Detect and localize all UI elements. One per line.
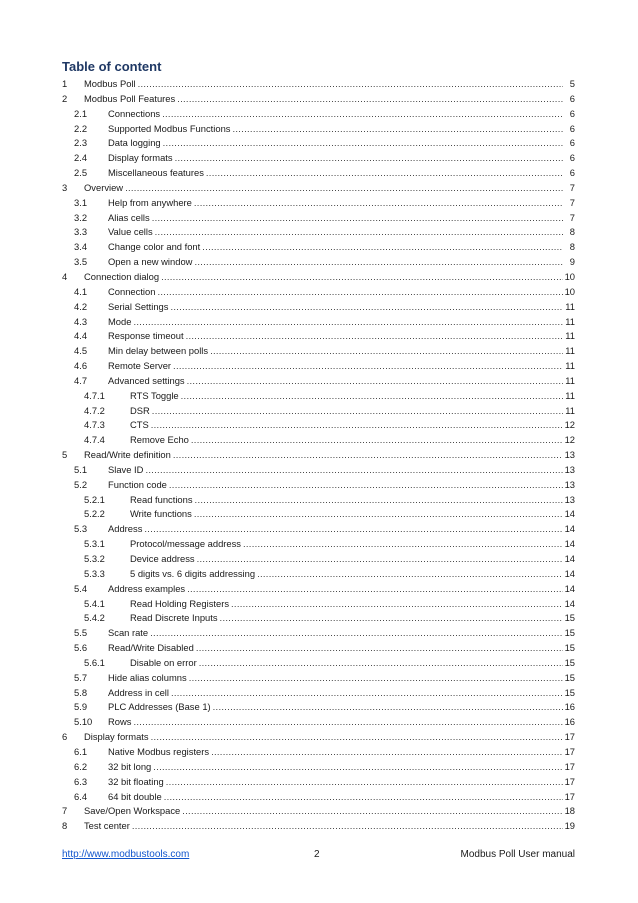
toc-dot-leader — [186, 329, 563, 344]
toc-entry-title: Open a new window — [108, 256, 193, 268]
toc-entry[interactable] — [62, 537, 575, 552]
toc-entry-number: 5.6.1 — [84, 656, 105, 668]
toc-entry-title: Disable on error — [130, 656, 197, 668]
toc-entry-title: Device address — [130, 553, 195, 564]
toc-dot-leader — [191, 433, 563, 448]
toc-dot-leader — [173, 359, 563, 374]
toc-entry-title: Read Holding Registers — [130, 597, 230, 609]
toc-dot-leader — [182, 804, 562, 819]
toc-entry-page: 7 — [569, 196, 575, 208]
toc-dot-leader — [171, 686, 563, 701]
toc-dot-leader — [161, 270, 563, 285]
toc-entry[interactable] — [62, 225, 575, 240]
toc-entry-title: Connections — [108, 107, 161, 119]
toc-entry-number: 3.1 — [74, 196, 88, 208]
toc-entry-title: Native Modbus registers — [108, 745, 210, 757]
toc-entry-page: 6 — [569, 92, 575, 104]
toc-dot-leader — [194, 196, 563, 211]
toc-entry[interactable] — [62, 344, 575, 359]
toc-dot-leader — [170, 300, 563, 315]
toc-dot-leader — [194, 255, 563, 270]
toc-entry-title: Hide alias columns — [108, 671, 187, 683]
toc-dot-leader — [152, 404, 563, 419]
toc-entry-title: Read functions — [130, 493, 193, 505]
toc-dot-leader — [211, 745, 562, 760]
toc-dot-leader — [133, 315, 563, 330]
toc-entry[interactable] — [62, 775, 575, 790]
toc-dot-leader — [166, 775, 563, 790]
toc-entry[interactable] — [62, 641, 575, 656]
toc-entry-page: 13 — [564, 449, 575, 461]
toc-entry[interactable] — [62, 418, 575, 433]
toc-entry[interactable] — [62, 240, 575, 255]
toc-entry[interactable] — [62, 448, 575, 463]
toc-entry[interactable] — [62, 597, 575, 612]
toc-dot-leader — [181, 389, 563, 404]
toc-entry-number: 2.3 — [74, 137, 88, 149]
toc-entry-page: 11 — [565, 404, 575, 416]
toc-entry[interactable] — [62, 700, 575, 715]
toc-entry[interactable] — [62, 804, 575, 819]
toc-entry-title: Modbus Poll Features — [84, 92, 176, 104]
toc-entry[interactable] — [62, 433, 575, 448]
toc-entry-page: 17 — [564, 775, 575, 787]
toc-entry-title: Connection dialog — [84, 270, 160, 282]
toc-entry-page: 15 — [564, 627, 575, 639]
toc-entry[interactable] — [62, 730, 575, 745]
toc-entry[interactable] — [62, 359, 575, 374]
toc-entry-number: 3.2 — [74, 211, 88, 223]
toc-entry-number: 5.3.1 — [84, 538, 105, 550]
toc-entry-title: Miscellaneous features — [108, 167, 204, 179]
toc-entry-title: CTS — [130, 419, 149, 431]
toc-entry[interactable] — [62, 329, 575, 344]
toc-entry-title: 32 bit floating — [108, 775, 164, 787]
toc-entry[interactable] — [62, 552, 575, 567]
toc-entry-title: Response timeout — [108, 330, 184, 342]
toc-entry[interactable] — [62, 656, 575, 671]
toc-entry[interactable] — [62, 255, 575, 270]
toc-entry[interactable] — [62, 107, 575, 122]
page-footer — [62, 849, 575, 860]
toc-entry-title: Alias cells — [108, 211, 150, 223]
toc-entry-page: 10 — [564, 270, 575, 282]
toc-entry-number: 2.1 — [74, 107, 88, 119]
toc-dot-leader — [145, 463, 562, 478]
toc-dot-leader — [202, 240, 563, 255]
toc-entry-title: Read/Write Disabled — [108, 642, 194, 654]
toc-entry[interactable] — [62, 760, 575, 775]
toc-entry-title: Protocol/message address — [130, 538, 241, 550]
toc-entry-number: 5.4 — [74, 582, 88, 594]
toc-entry-number: 4.6 — [74, 360, 88, 372]
toc-entry-title: Display formats — [108, 152, 173, 164]
toc-dot-leader — [231, 597, 563, 612]
toc-entry-number: 5.2.2 — [84, 508, 105, 520]
toc-entry[interactable] — [62, 136, 575, 151]
toc-dot-leader — [197, 552, 563, 567]
toc-entry-title: Read/Write definition — [84, 449, 171, 461]
toc-entry-page: 11 — [565, 389, 575, 401]
toc-entry-page: 11 — [565, 315, 575, 327]
toc-entry-page: 14 — [564, 582, 575, 594]
toc-entry-number: 7 — [62, 805, 68, 817]
toc-dot-leader — [151, 730, 563, 745]
toc-entry[interactable] — [62, 166, 575, 181]
toc-dot-leader — [232, 122, 563, 137]
toc-dot-leader — [199, 656, 563, 671]
toc-dot-leader — [133, 715, 562, 730]
toc-entry-page: 6 — [569, 122, 575, 134]
toc-entry-number: 5.4.1 — [84, 597, 105, 609]
toc-entry-title: Test center — [84, 820, 130, 832]
toc-entry-title: Function code — [108, 478, 167, 490]
toc-entry-title: Slave ID — [108, 463, 144, 475]
toc-entry-number: 6.4 — [74, 790, 88, 802]
toc-entry[interactable] — [62, 745, 575, 760]
toc-entry-title: Address — [108, 523, 143, 535]
toc-entry[interactable] — [62, 671, 575, 686]
toc-entry-page: 16 — [564, 716, 575, 728]
toc-entry-page: 11 — [565, 300, 575, 312]
toc-entry-page: 15 — [564, 656, 575, 668]
toc-entry[interactable] — [62, 819, 575, 834]
toc-entry[interactable] — [62, 211, 575, 226]
toc-dot-leader — [189, 671, 563, 686]
toc-entry-number: 5.1 — [74, 463, 88, 475]
toc-entry-number: 5.3 — [74, 523, 88, 535]
toc-dot-leader — [152, 211, 563, 226]
toc-dot-leader — [144, 522, 562, 537]
toc-entry-number: 8 — [62, 820, 68, 832]
toc-entry-number: 5.7 — [74, 671, 88, 683]
toc-entry-page: 16 — [564, 701, 575, 713]
toc-entry-page: 13 — [564, 478, 575, 490]
toc-entry-number: 6 — [62, 731, 68, 743]
toc-entry-number: 4.7 — [74, 374, 88, 386]
website-link[interactable]: http://www.modbustools.com — [62, 849, 190, 860]
toc-entry-title: Save/Open Workspace — [84, 805, 181, 817]
toc-dot-leader — [210, 344, 563, 359]
toc-entry-title: Serial Settings — [108, 300, 169, 312]
toc-entry-number: 3.3 — [74, 226, 88, 238]
toc-entry[interactable] — [62, 270, 575, 285]
toc-entry-number: 4.7.3 — [84, 419, 105, 431]
toc-entry-page: 11 — [565, 374, 575, 386]
toc-dot-leader — [125, 181, 563, 196]
toc-entry-number: 1 — [62, 78, 68, 89]
toc-entry-number: 6.2 — [74, 760, 88, 772]
toc-dot-leader — [196, 641, 563, 656]
toc-entry-title: Scan rate — [108, 627, 149, 639]
toc-entry-number: 4.1 — [74, 285, 88, 297]
toc-entry-page: 7 — [569, 181, 575, 193]
toc-entry[interactable] — [62, 478, 575, 493]
toc-entry[interactable] — [62, 92, 575, 107]
toc-entry-page: 5 — [569, 78, 575, 89]
toc-entry-page: 14 — [564, 523, 575, 535]
toc-entry-page: 15 — [564, 671, 575, 683]
toc-entry-title: Help from anywhere — [108, 196, 192, 208]
toc-entry-title: 64 bit double — [108, 790, 162, 802]
toc-entry-number: 5.2.1 — [84, 493, 105, 505]
toc-entry[interactable] — [62, 582, 575, 597]
table-of-contents — [62, 77, 575, 834]
toc-entry-page: 14 — [564, 567, 575, 579]
toc-entry-number: 5.2 — [74, 478, 88, 490]
toc-entry-page: 18 — [564, 805, 575, 817]
toc-entry-number: 4.7.2 — [84, 404, 105, 416]
toc-entry-number: 3.4 — [74, 241, 88, 253]
toc-entry-page: 19 — [564, 820, 575, 832]
toc-entry-number: 5.5 — [74, 627, 88, 639]
toc-entry-number: 4.4 — [74, 330, 88, 342]
toc-entry-page: 15 — [564, 686, 575, 698]
toc-entry-page: 14 — [564, 597, 575, 609]
page-number: 2 — [314, 849, 320, 860]
toc-entry[interactable] — [62, 626, 575, 641]
toc-entry-page: 6 — [569, 137, 575, 149]
toc-entry-page: 11 — [565, 345, 575, 357]
toc-entry[interactable] — [62, 389, 575, 404]
manual-title: Modbus Poll User manual — [460, 849, 575, 860]
toc-entry-number: 2 — [62, 92, 68, 104]
toc-dot-leader — [213, 700, 563, 715]
toc-entry-number: 3 — [62, 181, 68, 193]
toc-entry[interactable] — [62, 151, 575, 166]
toc-entry-page: 11 — [565, 360, 575, 372]
toc-entry-page: 15 — [564, 612, 575, 624]
toc-entry-number: 3.5 — [74, 256, 88, 268]
toc-entry-title: Data logging — [108, 137, 161, 149]
toc-entry-title: Value cells — [108, 226, 153, 238]
toc-dot-leader — [150, 626, 562, 641]
toc-dot-leader — [132, 819, 563, 834]
toc-entry-title: Address examples — [108, 582, 186, 594]
toc-dot-leader — [151, 418, 563, 433]
toc-dot-leader — [177, 92, 563, 107]
toc-entry-page: 12 — [564, 434, 575, 446]
toc-entry[interactable] — [62, 686, 575, 701]
toc-dot-leader — [169, 478, 563, 493]
toc-entry-title: Write functions — [130, 508, 192, 520]
toc-dot-leader — [187, 582, 562, 597]
toc-entry[interactable] — [62, 567, 575, 582]
toc-entry-page: 17 — [564, 731, 575, 743]
toc-entry-number: 5.3.3 — [84, 567, 105, 579]
toc-dot-leader — [157, 285, 562, 300]
toc-entry-title: Remote Server — [108, 360, 172, 372]
toc-entry[interactable] — [62, 196, 575, 211]
toc-dot-leader — [206, 166, 563, 181]
toc-entry-title: Mode — [108, 315, 132, 327]
toc-entry[interactable] — [62, 300, 575, 315]
toc-entry[interactable] — [62, 463, 575, 478]
toc-entry-page: 6 — [569, 167, 575, 179]
toc-entry-title: Remove Echo — [130, 434, 189, 446]
toc-entry[interactable] — [62, 181, 575, 196]
toc-entry-page: 14 — [564, 553, 575, 564]
toc-entry-title: Supported Modbus Functions — [108, 122, 231, 134]
toc-entry[interactable] — [62, 77, 575, 92]
toc-entry-title: 5 digits vs. 6 digits addressing — [130, 567, 256, 579]
toc-entry[interactable] — [62, 122, 575, 137]
toc-entry-title: Overview — [84, 181, 124, 193]
toc-entry-title: Display formats — [84, 731, 149, 743]
toc-dot-leader — [173, 448, 563, 463]
toc-dot-leader — [187, 374, 563, 389]
toc-entry-number: 5.3.2 — [84, 553, 105, 564]
toc-entry-number: 4.3 — [74, 315, 88, 327]
toc-entry-number: 4 — [62, 270, 68, 282]
toc-entry-number: 5.4.2 — [84, 612, 105, 624]
toc-entry-page: 14 — [564, 538, 575, 550]
toc-entry-number: 4.7.4 — [84, 434, 105, 446]
toc-entry[interactable] — [62, 522, 575, 537]
toc-entry-number: 2.4 — [74, 152, 88, 164]
toc-entry-number: 6.3 — [74, 775, 88, 787]
toc-entry-title: Min delay between polls — [108, 345, 209, 357]
toc-dot-leader — [257, 567, 562, 582]
toc-dot-leader — [138, 77, 563, 92]
toc-entry-title: 32 bit long — [108, 760, 152, 772]
toc-entry-number: 4.7.1 — [84, 389, 105, 401]
toc-entry-number: 5.10 — [74, 716, 93, 728]
toc-entry-page: 15 — [564, 642, 575, 654]
toc-entry[interactable] — [62, 790, 575, 805]
toc-dot-leader — [194, 507, 563, 522]
toc-entry-page: 14 — [564, 508, 575, 520]
toc-entry-title: RTS Toggle — [130, 389, 179, 401]
toc-entry-page: 6 — [569, 152, 575, 164]
toc-dot-leader — [164, 790, 563, 805]
toc-entry-page: 13 — [564, 493, 575, 505]
toc-dot-leader — [195, 493, 563, 508]
toc-entry-number: 5 — [62, 449, 68, 461]
toc-entry[interactable] — [62, 315, 575, 330]
toc-entry-title: Change color and font — [108, 241, 201, 253]
toc-entry-title: Modbus Poll — [84, 78, 136, 89]
toc-entry-page: 12 — [564, 419, 575, 431]
toc-entry-number: 5.9 — [74, 701, 88, 713]
toc-entry-page: 17 — [564, 760, 575, 772]
toc-entry-number: 2.2 — [74, 122, 88, 134]
toc-entry-title: Rows — [108, 716, 132, 728]
toc-dot-leader — [153, 760, 562, 775]
toc-entry-number: 5.8 — [74, 686, 88, 698]
toc-entry[interactable] — [62, 374, 575, 389]
toc-entry-page: 10 — [564, 285, 575, 297]
toc-title: Table of content — [62, 59, 162, 74]
toc-entry[interactable] — [62, 611, 575, 626]
toc-entry-number: 6.1 — [74, 745, 88, 757]
toc-entry-page: 8 — [569, 226, 575, 238]
toc-entry[interactable] — [62, 404, 575, 419]
toc-entry[interactable] — [62, 715, 575, 730]
toc-entry-number: 4.2 — [74, 300, 88, 312]
toc-entry-page: 9 — [569, 256, 575, 268]
toc-entry-page: 7 — [569, 211, 575, 223]
toc-entry-page: 17 — [564, 745, 575, 757]
toc-entry-page: 8 — [569, 241, 575, 253]
toc-entry-title: Advanced settings — [108, 374, 185, 386]
toc-entry-number: 2.5 — [74, 167, 88, 179]
toc-dot-leader — [162, 107, 563, 122]
toc-entry[interactable] — [62, 493, 575, 508]
toc-dot-leader — [163, 136, 563, 151]
toc-dot-leader — [243, 537, 563, 552]
toc-dot-leader — [175, 151, 563, 166]
toc-entry-page: 17 — [564, 790, 575, 802]
toc-entry-title: Read Discrete Inputs — [130, 612, 218, 624]
toc-entry-page: 11 — [565, 330, 575, 342]
toc-entry-title: PLC Addresses (Base 1) — [108, 701, 211, 713]
toc-entry-title: Address in cell — [108, 686, 169, 698]
toc-entry-page: 6 — [569, 107, 575, 119]
toc-entry-page: 13 — [564, 463, 575, 475]
toc-dot-leader — [220, 611, 563, 626]
toc-entry[interactable] — [62, 285, 575, 300]
toc-entry-number: 4.5 — [74, 345, 88, 357]
toc-entry-number: 5.6 — [74, 642, 88, 654]
toc-entry[interactable] — [62, 507, 575, 522]
toc-dot-leader — [155, 225, 563, 240]
toc-entry-title: DSR — [130, 404, 150, 416]
toc-entry-title: Connection — [108, 285, 156, 297]
